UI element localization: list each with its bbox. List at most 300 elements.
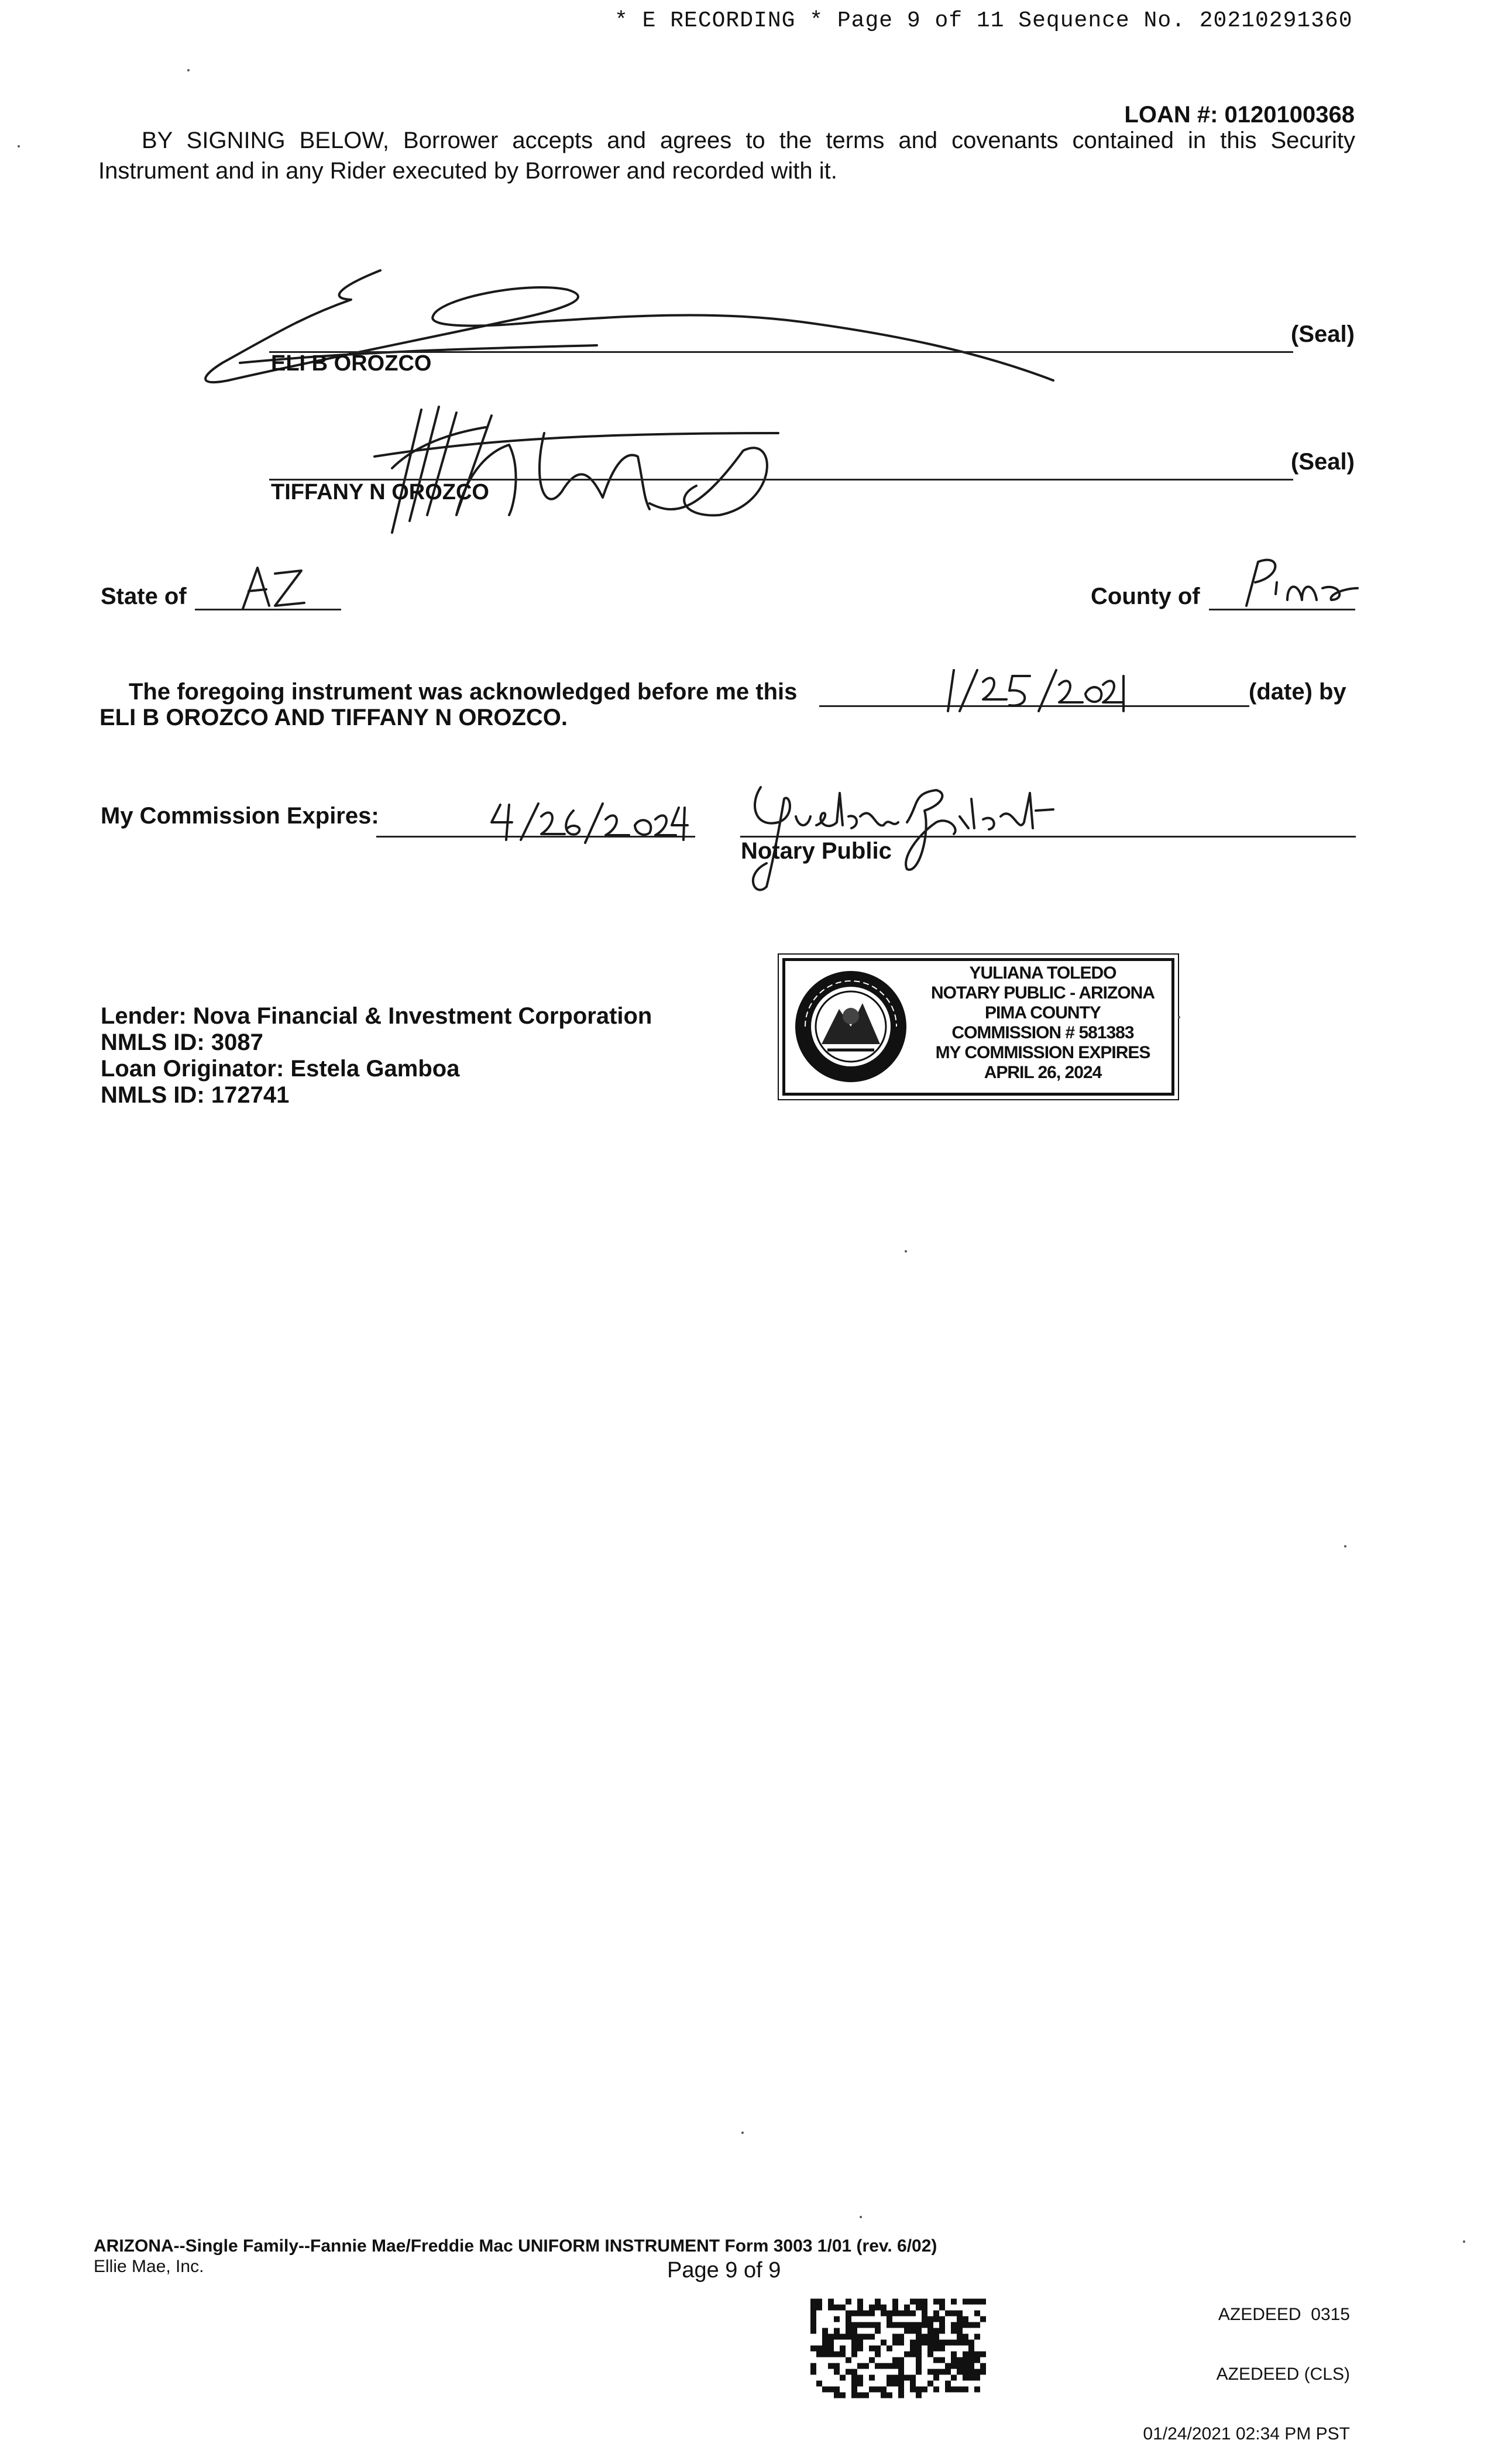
barcode-module: [869, 2311, 875, 2317]
commission-label: My Commission Expires:: [101, 803, 379, 829]
barcode-module: [968, 2299, 974, 2305]
barcode-module: [922, 2317, 927, 2322]
barcode-module: [974, 2311, 980, 2317]
barcode-module: [810, 2363, 816, 2369]
barcode-module: [910, 2311, 916, 2317]
barcode-module: [810, 2328, 816, 2334]
barcode-module: [898, 2311, 904, 2317]
barcode-module: [927, 2369, 933, 2375]
barcode-module: [916, 2352, 922, 2357]
barcode-module: [869, 2375, 875, 2381]
barcode-module: [968, 2375, 974, 2381]
barcode-module: [910, 2387, 916, 2393]
barcode-module: [846, 2299, 851, 2305]
barcode-module: [869, 2387, 875, 2393]
barcode-module: [939, 2328, 945, 2334]
ack-text: The foregoing instrument was acknowledged before me this: [129, 679, 798, 705]
barcode-module: [822, 2340, 828, 2346]
barcode-module: [822, 2334, 828, 2340]
barcode-module: [927, 2328, 933, 2334]
barcode-module: [957, 2340, 963, 2346]
barcode-module: [892, 2375, 898, 2381]
barcode-module: [846, 2328, 851, 2334]
barcode-module: [974, 2334, 980, 2340]
barcode-module: [840, 2346, 846, 2352]
arizona-state-seal: [792, 968, 909, 1085]
barcode-module: [875, 2322, 881, 2328]
barcode-module: [857, 2299, 863, 2305]
barcode-module: [857, 2363, 863, 2369]
barcode-module: [916, 2363, 922, 2369]
barcode-module: [904, 2322, 910, 2328]
barcode-module: [980, 2363, 986, 2369]
barcode-module: [863, 2393, 869, 2398]
barcode-module: [810, 2346, 816, 2352]
barcode-module: [957, 2311, 963, 2317]
barcode-module: [922, 2334, 927, 2340]
barcode-module: [892, 2340, 898, 2346]
barcode-module: [875, 2299, 881, 2305]
barcode-module: [974, 2357, 980, 2363]
barcode-module: [881, 2311, 887, 2317]
barcode-module: [957, 2317, 963, 2322]
barcode-module: [910, 2328, 916, 2334]
barcode-module: [834, 2352, 840, 2357]
barcode-module: [916, 2305, 922, 2311]
barcode-module: [875, 2328, 881, 2334]
lender-nmls: NMLS ID: 3087: [101, 1029, 263, 1055]
stamp-line-date: APRIL 26, 2024: [984, 1063, 1102, 1082]
barcode-module: [904, 2311, 910, 2317]
barcode-module: [863, 2311, 869, 2317]
barcode-module: [945, 2387, 951, 2393]
scan-speck: [905, 1250, 907, 1252]
barcode-module: [881, 2305, 887, 2311]
barcode-module: [968, 2322, 974, 2328]
barcode-module: [974, 2369, 980, 2375]
barcode-module: [933, 2317, 939, 2322]
barcode-module: [892, 2311, 898, 2317]
barcode-module: [834, 2334, 840, 2340]
barcode-module: [939, 2357, 945, 2363]
recording-header: * E RECORDING * Page 9 of 11 Sequence No. 20210291360: [614, 8, 1353, 33]
barcode-module: [933, 2340, 939, 2346]
originator-nmls: NMLS ID: 172741: [101, 1082, 290, 1108]
barcode-module: [916, 2334, 922, 2340]
barcode-module: [816, 2299, 822, 2305]
barcode: [810, 2297, 986, 2400]
barcode-module: [927, 2340, 933, 2346]
scan-speck: [1344, 1545, 1346, 1547]
barcode-module: [863, 2363, 869, 2369]
barcode-module: [951, 2328, 957, 2334]
scan-speck: [1463, 2240, 1465, 2243]
county-handwritten: [1229, 553, 1363, 612]
barcode-module: [857, 2340, 863, 2346]
barcode-module: [939, 2299, 945, 2305]
barcode-module: [892, 2381, 898, 2387]
barcode-module: [963, 2387, 968, 2393]
barcode-module: [951, 2375, 957, 2381]
barcode-module: [834, 2328, 840, 2334]
barcode-module: [810, 2305, 816, 2311]
barcode-module: [851, 2340, 857, 2346]
barcode-module: [951, 2311, 957, 2317]
barcode-module: [834, 2305, 840, 2311]
barcode-module: [957, 2357, 963, 2363]
barcode-module: [857, 2375, 863, 2381]
barcode-module: [857, 2393, 863, 2398]
form-code-2: AZEDEED (CLS): [1216, 2365, 1350, 2384]
barcode-module: [846, 2334, 851, 2340]
barcode-module: [957, 2369, 963, 2375]
page-number: Page 9 of 9: [667, 2258, 781, 2283]
barcode-module: [963, 2334, 968, 2340]
barcode-module: [939, 2305, 945, 2311]
barcode-module: [910, 2352, 916, 2357]
barcode-module: [822, 2346, 828, 2352]
barcode-module: [951, 2357, 957, 2363]
barcode-module: [816, 2352, 822, 2357]
form-title: ARIZONA--Single Family--Fannie Mae/Freddie Mac UNIFORM INSTRUMENT Form 3003 1/01 (rev. 6/02): [94, 2236, 937, 2256]
barcode-module: [945, 2311, 951, 2317]
barcode-module: [810, 2322, 816, 2328]
barcode-module: [869, 2305, 875, 2311]
barcode-module: [904, 2375, 910, 2381]
barcode-module: [951, 2340, 957, 2346]
barcode-module: [939, 2317, 945, 2322]
barcode-module: [980, 2369, 986, 2375]
barcode-module: [916, 2393, 922, 2398]
lender-name: Lender: Nova Financial & Investment Corporation: [101, 1003, 652, 1029]
barcode-module: [857, 2311, 863, 2317]
loan-label: LOAN #:: [1124, 102, 1218, 128]
stamp-line-expires: MY COMMISSION EXPIRES: [935, 1043, 1150, 1062]
barcode-module: [834, 2317, 840, 2322]
barcode-module: [968, 2369, 974, 2375]
barcode-module: [828, 2340, 834, 2346]
stamp-line-name: YULIANA TOLEDO: [969, 963, 1116, 983]
county-label: County of: [1091, 584, 1200, 609]
barcode-module: [963, 2357, 968, 2363]
barcode-module: [963, 2317, 968, 2322]
barcode-module: [881, 2387, 887, 2393]
barcode-module: [887, 2317, 892, 2322]
barcode-module: [963, 2375, 968, 2381]
notary-public-label: Notary Public: [741, 838, 892, 864]
barcode-module: [857, 2334, 863, 2340]
barcode-module: [974, 2375, 980, 2381]
barcode-module: [898, 2322, 904, 2328]
form-code-1: AZEDEED 0315: [1218, 2305, 1350, 2324]
barcode-module: [916, 2299, 922, 2305]
barcode-module: [933, 2369, 939, 2375]
barcode-module: [980, 2352, 986, 2357]
barcode-module: [963, 2299, 968, 2305]
ack-names: ELI B OROZCO AND TIFFANY N OROZCO.: [99, 705, 568, 730]
state-handwritten: [237, 559, 313, 617]
barcode-module: [922, 2340, 927, 2346]
stamp-line-title: NOTARY PUBLIC - ARIZONA: [931, 983, 1155, 1003]
barcode-module: [828, 2387, 834, 2393]
barcode-module: [916, 2340, 922, 2346]
barcode-module: [927, 2317, 933, 2322]
barcode-module: [863, 2334, 869, 2340]
barcode-module: [851, 2375, 857, 2381]
barcode-module: [881, 2393, 887, 2398]
scan-speck: [741, 2132, 744, 2134]
barcode-module: [927, 2334, 933, 2340]
barcode-module: [922, 2311, 927, 2317]
scan-speck: [860, 2216, 862, 2218]
barcode-module: [968, 2340, 974, 2346]
barcode-module: [851, 2334, 857, 2340]
barcode-module: [939, 2340, 945, 2346]
borrower-1-name: ELI B OROZCO: [271, 351, 432, 376]
scan-speck: [18, 145, 20, 147]
barcode-module: [898, 2363, 904, 2369]
barcode-module: [910, 2322, 916, 2328]
barcode-module: [887, 2363, 892, 2369]
barcode-module: [834, 2363, 840, 2369]
barcode-module: [810, 2317, 816, 2322]
barcode-module: [810, 2311, 816, 2317]
barcode-module: [892, 2299, 898, 2305]
scan-speck: [1178, 1016, 1180, 1018]
barcode-module: [869, 2357, 875, 2363]
barcode-module: [933, 2299, 939, 2305]
stamp-line-commission: COMMISSION # 581383: [951, 1023, 1134, 1042]
barcode-module: [892, 2363, 898, 2369]
barcode-module: [945, 2381, 951, 2387]
barcode-module: [927, 2352, 933, 2357]
barcode-module: [887, 2322, 892, 2328]
barcode-module: [887, 2375, 892, 2381]
barcode-module: [887, 2311, 892, 2317]
borrower-2-name: TIFFANY N OROZCO: [271, 480, 489, 505]
barcode-module: [963, 2363, 968, 2369]
barcode-module: [945, 2369, 951, 2375]
barcode-module: [875, 2387, 881, 2393]
barcode-module: [951, 2322, 957, 2328]
barcode-module: [963, 2322, 968, 2328]
barcode-module: [898, 2369, 904, 2375]
barcode-module: [898, 2393, 904, 2398]
scan-speck: [187, 69, 190, 71]
barcode-module: [881, 2340, 887, 2346]
barcode-module: [828, 2305, 834, 2311]
loan-number: 0120100368: [1224, 102, 1355, 128]
barcode-module: [869, 2334, 875, 2340]
barcode-module: [875, 2352, 881, 2357]
barcode-module: [939, 2346, 945, 2352]
barcode-module: [957, 2334, 963, 2340]
barcode-module: [927, 2322, 933, 2328]
barcode-module: [851, 2352, 857, 2357]
barcode-module: [851, 2311, 857, 2317]
barcode-module: [963, 2340, 968, 2346]
barcode-module: [916, 2346, 922, 2352]
barcode-module: [968, 2346, 974, 2352]
barcode-module: [974, 2387, 980, 2393]
barcode-module: [840, 2393, 846, 2398]
barcode-module: [951, 2363, 957, 2369]
barcode-module: [846, 2317, 851, 2322]
barcode-module: [922, 2387, 927, 2393]
barcode-module: [945, 2340, 951, 2346]
barcode-module: [898, 2357, 904, 2363]
barcode-module: [828, 2363, 834, 2369]
barcode-module: [875, 2363, 881, 2369]
barcode-module: [933, 2328, 939, 2334]
barcode-module: [840, 2334, 846, 2340]
barcode-module: [980, 2317, 986, 2322]
barcode-module: [898, 2381, 904, 2387]
barcode-module: [916, 2357, 922, 2363]
barcode-module: [851, 2369, 857, 2375]
barcode-module: [963, 2369, 968, 2375]
signing-statement: BY SIGNING BELOW, Borrower accepts and agrees to the terms and covenants contained in this Security Instrument and in any Rider executed by Borrower and recorded with it.: [98, 128, 1355, 184]
barcode-module: [840, 2375, 846, 2381]
barcode-module: [957, 2322, 963, 2328]
stamp-line-county: PIMA COUNTY: [985, 1003, 1101, 1022]
barcode-module: [822, 2328, 828, 2334]
barcode-module: [910, 2299, 916, 2305]
borrower-2-seal: (Seal): [1291, 449, 1355, 475]
barcode-module: [892, 2357, 898, 2363]
barcode-module: [840, 2305, 846, 2311]
barcode-module: [957, 2387, 963, 2393]
ack-date-suffix: (date) by: [1249, 679, 1346, 705]
barcode-module: [834, 2369, 840, 2375]
barcode-module: [916, 2328, 922, 2334]
barcode-module: [910, 2346, 916, 2352]
barcode-module: [846, 2322, 851, 2328]
barcode-module: [904, 2305, 910, 2311]
barcode-module: [898, 2387, 904, 2393]
barcode-module: [892, 2322, 898, 2328]
barcode-module: [945, 2363, 951, 2369]
barcode-module: [933, 2387, 939, 2393]
barcode-module: [816, 2305, 822, 2311]
barcode-module: [869, 2346, 875, 2352]
barcode-module: [857, 2381, 863, 2387]
barcode-module: [822, 2352, 828, 2357]
barcode-module: [822, 2387, 828, 2393]
barcode-module: [828, 2334, 834, 2340]
commission-date-handwritten: [486, 799, 690, 846]
barcode-module: [974, 2322, 980, 2328]
barcode-module: [851, 2381, 857, 2387]
state-label: State of: [101, 584, 187, 609]
barcode-module: [951, 2352, 957, 2357]
barcode-module: [846, 2369, 851, 2375]
barcode-module: [927, 2381, 933, 2387]
barcode-module: [810, 2369, 816, 2375]
barcode-module: [851, 2328, 857, 2334]
barcode-module: [810, 2299, 816, 2305]
barcode-module: [828, 2352, 834, 2357]
barcode-module: [939, 2322, 945, 2328]
form-codes: [1143, 2265, 1350, 2464]
barcode-module: [904, 2328, 910, 2334]
publisher: Ellie Mae, Inc.: [94, 2257, 204, 2276]
ack-date-handwritten: [936, 664, 1129, 717]
barcode-module: [910, 2375, 916, 2381]
barcode-module: [980, 2299, 986, 2305]
barcode-module: [857, 2346, 863, 2352]
barcode-module: [887, 2393, 892, 2398]
barcode-module: [892, 2305, 898, 2311]
notary-stamp: [782, 958, 1174, 1096]
barcode-module: [910, 2381, 916, 2387]
barcode-module: [951, 2299, 957, 2305]
barcode-module: [840, 2352, 846, 2357]
barcode-module: [846, 2357, 851, 2363]
barcode-module: [916, 2369, 922, 2375]
barcode-module: [922, 2305, 927, 2311]
barcode-module: [869, 2322, 875, 2328]
loan-originator: Loan Originator: Estela Gamboa: [101, 1056, 460, 1082]
barcode-module: [846, 2311, 851, 2317]
barcode-module: [910, 2340, 916, 2346]
barcode-module: [892, 2334, 898, 2340]
barcode-module: [974, 2352, 980, 2357]
barcode-module: [828, 2299, 834, 2305]
barcode-module: [968, 2363, 974, 2369]
barcode-module: [875, 2305, 881, 2311]
barcode-module: [974, 2299, 980, 2305]
barcode-module: [828, 2346, 834, 2352]
barcode-module: [834, 2387, 840, 2393]
barcode-module: [851, 2393, 857, 2398]
barcode-module: [916, 2387, 922, 2393]
barcode-module: [898, 2334, 904, 2340]
borrower-2-signature: [369, 398, 790, 544]
barcode-module: [951, 2387, 957, 2393]
barcode-module: [933, 2334, 939, 2340]
barcode-module: [898, 2375, 904, 2381]
barcode-module: [816, 2346, 822, 2352]
barcode-module: [939, 2369, 945, 2375]
barcode-module: [851, 2387, 857, 2393]
form-timestamp: 01/24/2021 02:34 PM PST: [1143, 2424, 1350, 2444]
barcode-module: [816, 2381, 822, 2387]
barcode-module: [922, 2299, 927, 2305]
barcode-module: [916, 2322, 922, 2328]
borrower-1-signature: [187, 263, 1077, 398]
barcode-module: [898, 2340, 904, 2346]
barcode-module: [933, 2357, 939, 2363]
barcode-module: [881, 2363, 887, 2369]
barcode-module: [968, 2357, 974, 2363]
barcode-module: [863, 2322, 869, 2328]
barcode-module: [933, 2375, 939, 2381]
barcode-module: [875, 2346, 881, 2352]
barcode-module: [922, 2322, 927, 2328]
barcode-module: [963, 2352, 968, 2357]
barcode-module: [927, 2346, 933, 2352]
barcode-module: [957, 2328, 963, 2334]
barcode-module: [904, 2352, 910, 2357]
barcode-module: [857, 2305, 863, 2311]
barcode-module: [887, 2381, 892, 2387]
barcode-module: [933, 2346, 939, 2352]
barcode-module: [857, 2322, 863, 2328]
barcode-module: [933, 2311, 939, 2317]
borrower-1-seal: (Seal): [1291, 321, 1355, 347]
barcode-module: [968, 2352, 974, 2357]
